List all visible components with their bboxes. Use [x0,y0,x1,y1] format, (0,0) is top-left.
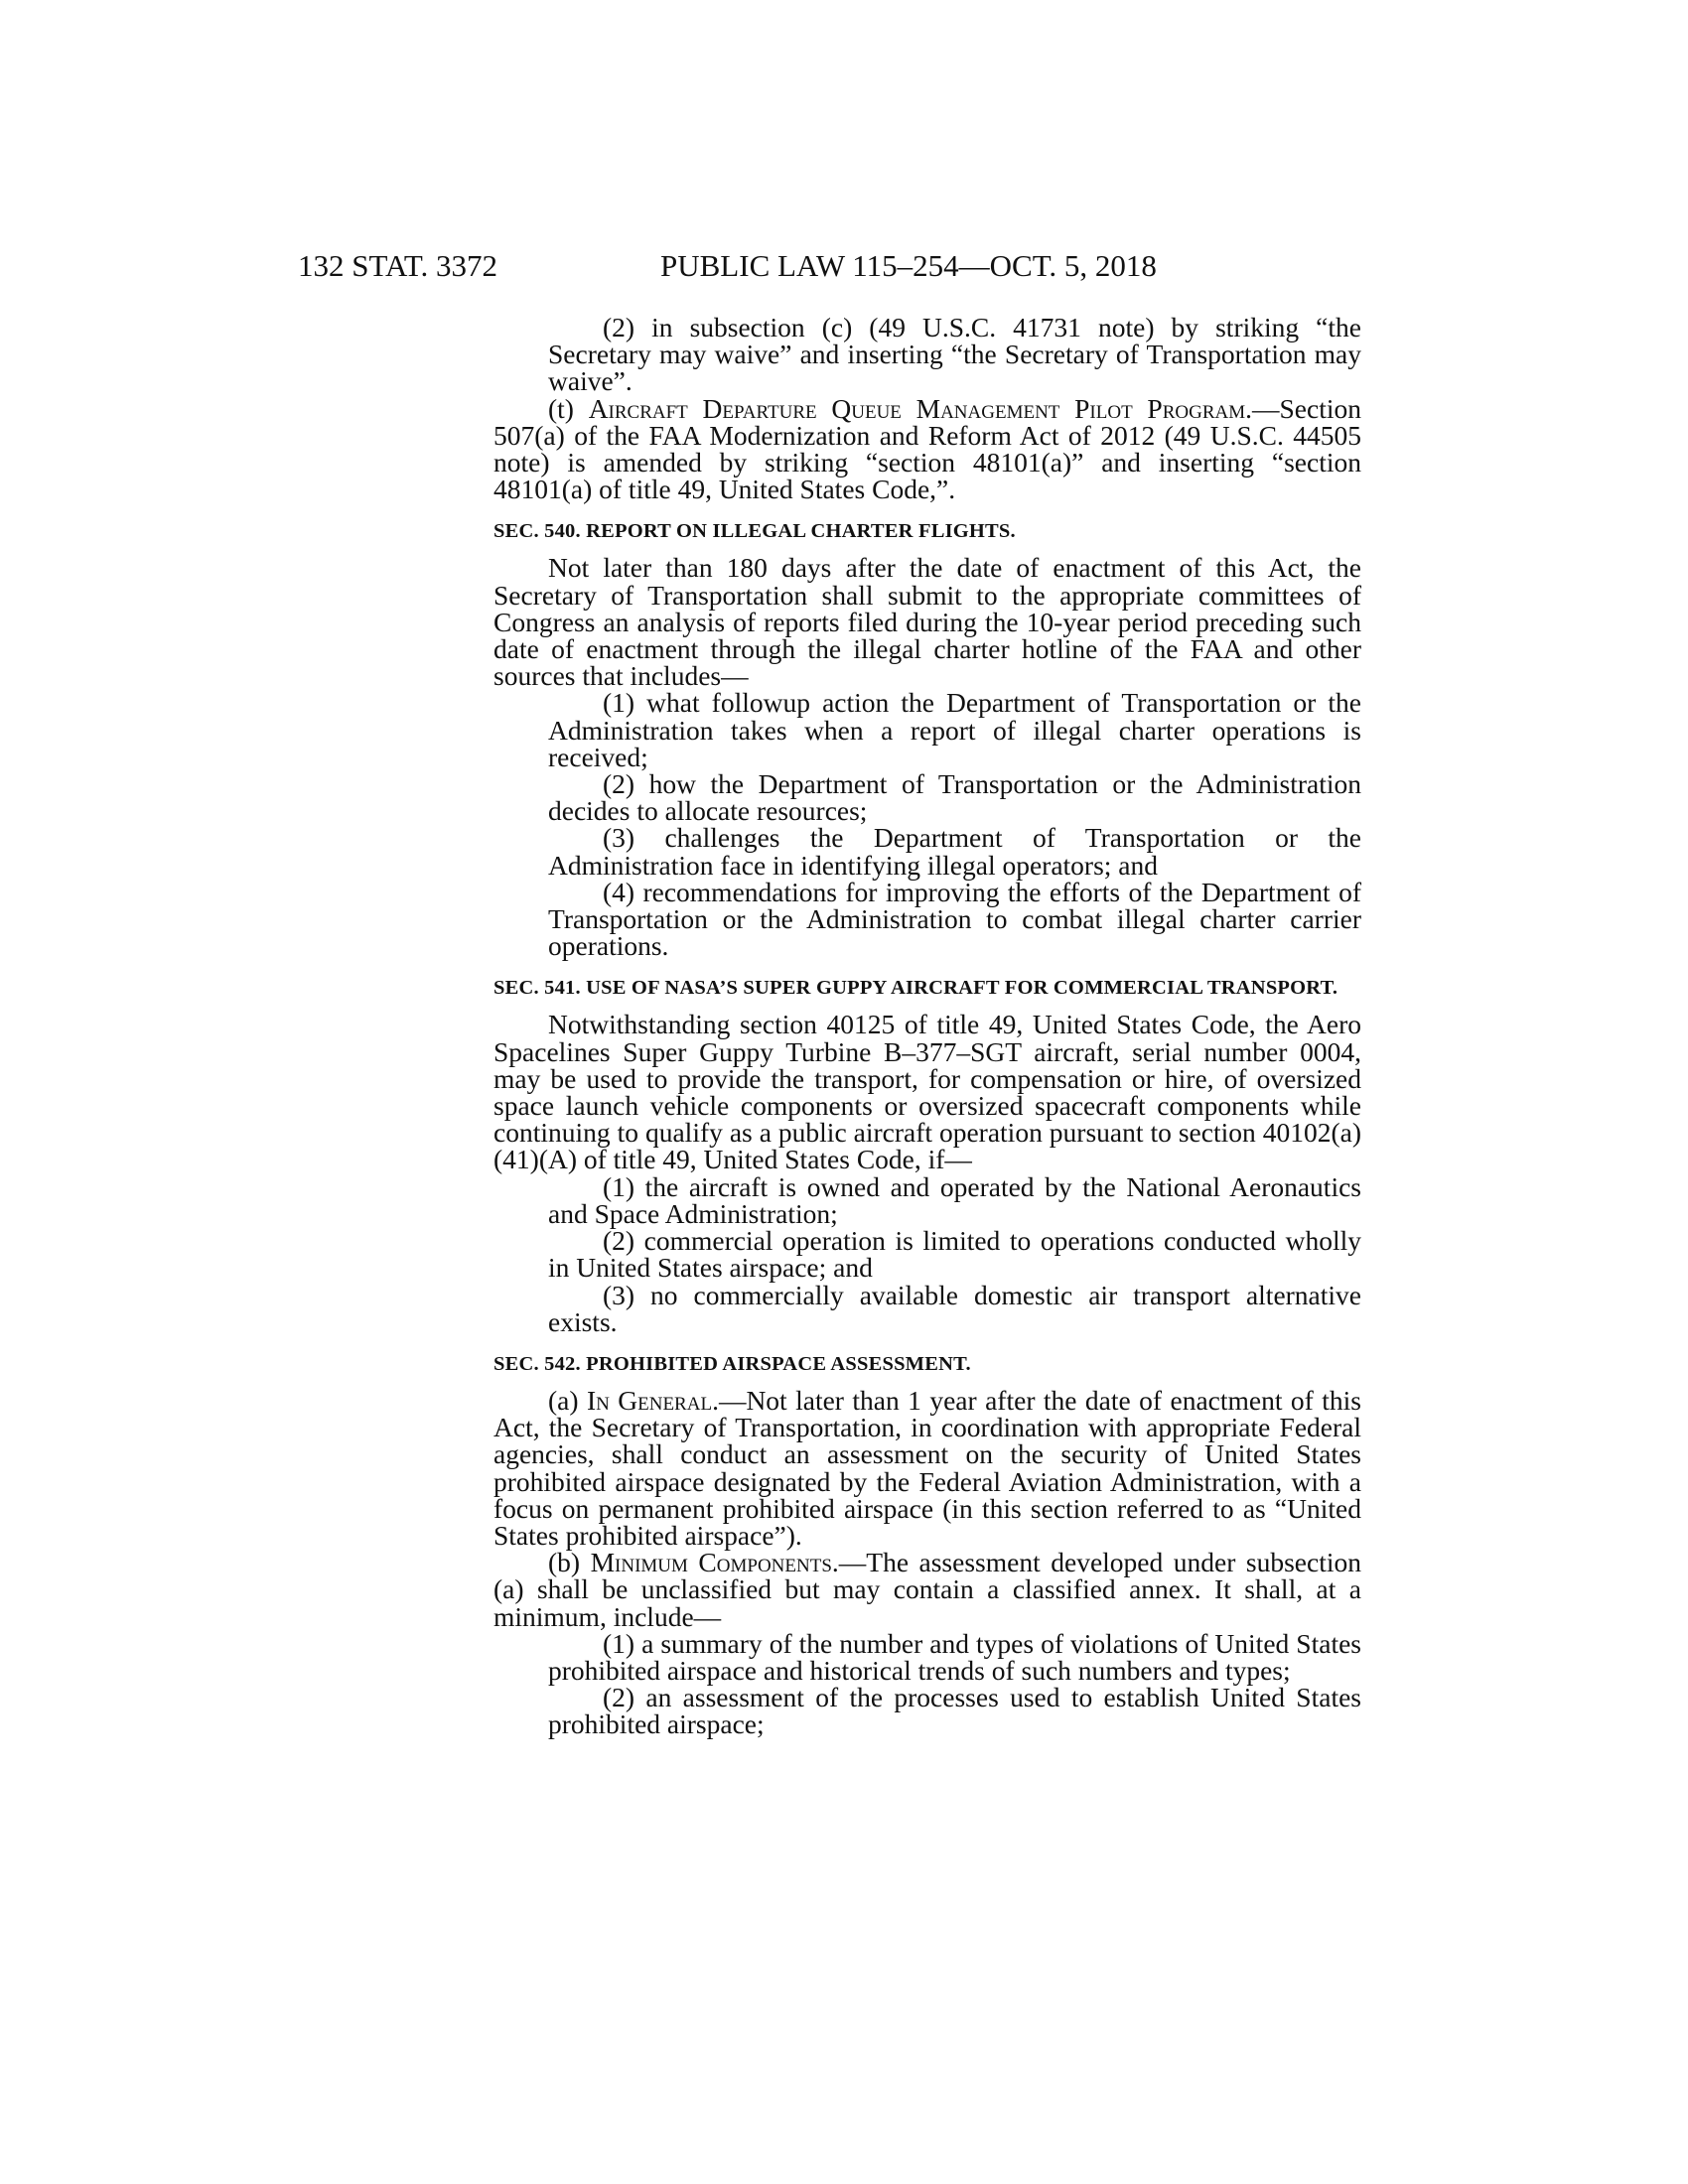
section-540-item: (1) what followup action the Department of Transportation or the Administration takes when a report of illegal charter operations is received; [548,687,1361,772]
subsection-t-designator: (t) [548,392,589,424]
paragraph-subsection-c: (2) in subsection (c) (49 U.S.C. 41731 note) by striking “the Secretary may waive” and inserting “the Secretary of Transportation may waive”. [548,312,1361,397]
section-540-item: (3) challenges the Department of Transportation or the Administration face in identifying illegal operators; and [548,822,1361,881]
section-541-item: (3) no commercially available domestic air transport alternative exists. [548,1279,1361,1337]
section-542-heading: SEC. 542. PROHIBITED AIRSPACE ASSESSMENT. [493,1352,971,1375]
subsection-a-heading: In General [586,1384,713,1416]
section-540-item: (2) how the Department of Transportation or the Administration decides to allocate resources; [548,768,1361,827]
section-540-item: (4) recommendations for improving the efforts of the Department of Transportation or the Administration to combat illegal charter carrier operations. [548,876,1361,962]
subsection-b-designator: (b) [548,1547,591,1578]
section-541-intro: Notwithstanding section 40125 of title 49, United States Code, the Aero Spacelines Super Guppy Turbine B–377–SGT aircraft, serial number 0004, may be used to provide the transport, for compensation or hire, of oversized space launch vehicle components or oversized spacecraft components while continuing to qualify as a public aircraft operation pursuant to section 40102(a)(41)(A) of title 49, United States Code, if— [493,1009,1361,1175]
subsection-b-text: .—The assessment developed under subsection (a) shall be unclassified but may contain a classified annex. It shall, at a minimum, include— [493,1547,1361,1632]
paragraph-subsection-t [493,392,1361,505]
running-head: PUBLIC LAW 115–254—OCT. 5, 2018 [660,248,1157,283]
page-body [493,314,1361,1738]
page-header [298,244,1390,288]
section-542-subsection-b [493,1549,1361,1630]
section-540-heading: SEC. 540. REPORT ON ILLEGAL CHARTER FLIGHTS. [493,520,1016,543]
section-541-item: (2) commercial operation is limited to operations conducted wholly in United States airspace; and [548,1225,1361,1284]
section-540-intro: Not later than 180 days after the date of enactment of this Act, the Secretary of Transportation shall submit to the appropriate committees of Congress an analysis of reports filed during the 10-year period preceding such date of enactment through the illegal charter hotline of the FAA and other sources that includes— [493,552,1361,692]
statute-page-reference: 132 STAT. 3372 [298,248,498,283]
subsection-a-text: .—Not later than 1 year after the date of enactment of this Act, the Secretary of Transportation, in coordination with appropriate Federal agencies, shall conduct an assessment on the security of United States prohibited airspace designated by the Federal Aviation Administration, with a focus on permanent prohibited airspace (in this section referred to as “United States prohibited airspace”). [493,1384,1361,1551]
section-541-heading: SEC. 541. USE OF NASA’S SUPER GUPPY AIRCRAFT FOR COMMERCIAL TRANSPORT. [493,977,1338,1000]
subsection-t-text: .—Section 507(a) of the FAA Modernization and Reform Act of 2012 (49 U.S.C. 44505 note) is amended by striking “section 48101(a)” and inserting “section 48101(a) of title 49, United States Code,”. [493,392,1361,505]
subsection-t-heading: Aircraft Departure Queue Management Pilot Program [588,392,1246,424]
section-542-item: (2) an assessment of the processes used to establish United States prohibited airspace; [548,1682,1361,1740]
section-542-subsection-a [493,1384,1361,1551]
subsection-b-heading: Minimum Components [590,1547,832,1578]
subsection-a-designator: (a) [548,1384,587,1416]
section-541-item: (1) the aircraft is owned and operated by the National Aeronautics and Space Administration; [548,1170,1361,1229]
section-542-item: (1) a summary of the number and types of violations of United States prohibited airspace and historical trends of such numbers and types; [548,1627,1361,1686]
